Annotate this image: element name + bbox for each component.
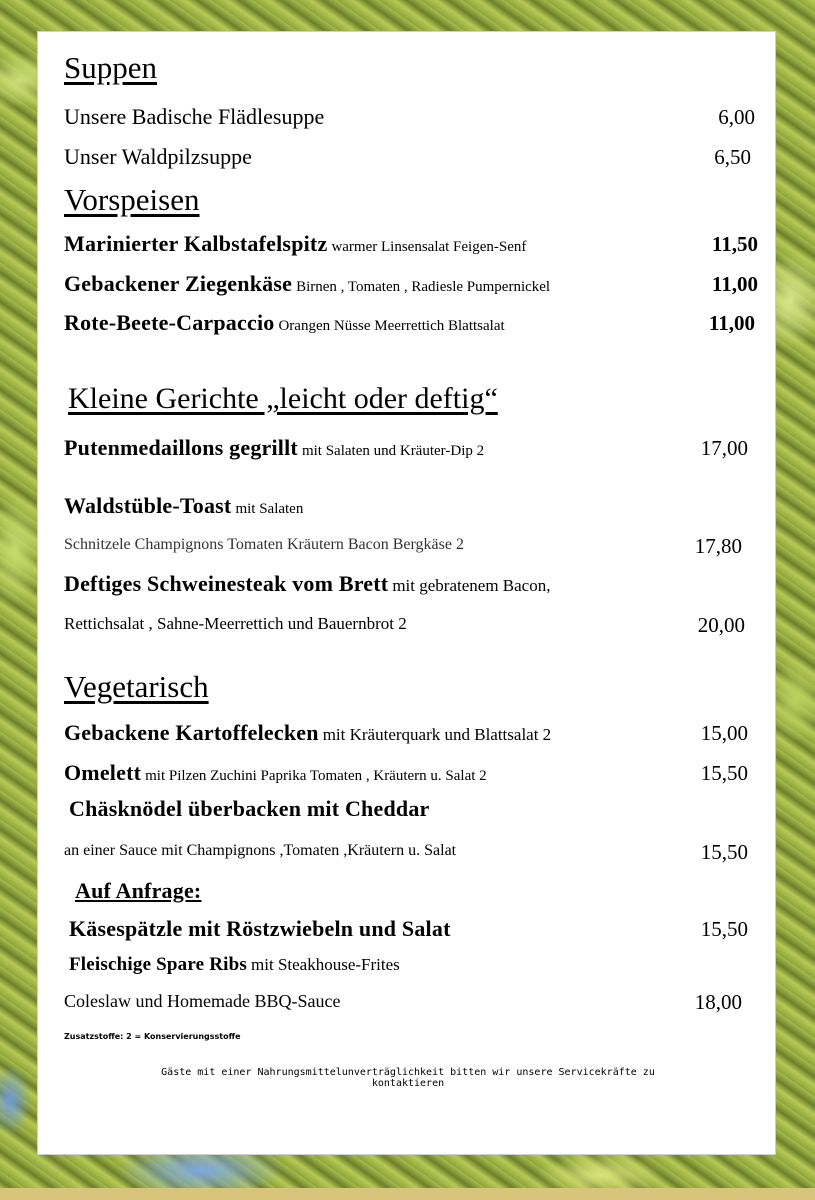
row-omelett: [64, 760, 487, 786]
item-spare-ribs: Fleischige Spare Ribs: [69, 954, 248, 975]
price-flaedlesuppe: 6,00: [718, 105, 755, 129]
row-kartoffelecken: [64, 720, 551, 746]
item-omelett: Omelett: [64, 760, 142, 785]
item-ziegenkaese: Gebackener Ziegenkäse: [64, 271, 293, 296]
desc-waldstueble-toast: mit Salaten: [235, 501, 304, 517]
item-waldpilzsuppe: Unser Waldpilzsuppe: [64, 144, 252, 169]
desc2-waldstueble-toast: Schnitzele Champignons Tomaten Kräutern Bacon Bergkäse 2: [64, 536, 464, 553]
menu-card: [37, 31, 776, 1155]
desc-putenmedaillons: mit Salaten und Kräuter-Dip 2: [301, 443, 485, 459]
row-kalbstafelspitz: [64, 231, 526, 257]
item-kalbstafelspitz: Marinierter Kalbstafelspitz: [64, 231, 328, 256]
item-putenmedaillons: Putenmedaillons gegrillt: [64, 435, 298, 460]
price-chaesknoedel: 15,50: [700, 840, 748, 864]
item-schweinesteak: Deftiges Schweinesteak vom Brett: [64, 571, 389, 596]
desc-ziegenkaese: Birnen , Tomaten , Radiesle Pumpernickel: [296, 279, 551, 295]
section-heading-vegetarisch: Vegetarisch: [64, 669, 209, 704]
row-carpaccio: [64, 310, 505, 336]
row-putenmedaillons: [64, 435, 484, 461]
item-kartoffelecken: Gebackene Kartoffelecken: [64, 720, 319, 745]
price-waldpilzsuppe: 6,50: [714, 145, 751, 169]
desc-omelett: mit Pilzen Zuchini Paprika Tomaten , Kräutern u. Salat 2: [145, 768, 487, 784]
price-omelett: 15,50: [700, 761, 748, 785]
item-waldstueble-toast: Waldstüble-Toast: [64, 493, 232, 518]
item-carpaccio: Rote-Beete-Carpaccio: [64, 310, 275, 335]
section-heading-vorspeisen: Vorspeisen: [64, 182, 200, 217]
section-heading-kleine-gerichte: Kleine Gerichte „leicht oder deftig“: [68, 382, 498, 415]
desc2-schweinesteak: Rettichsalat , Sahne-Meerrettich und Bauernbrot 2: [64, 614, 407, 633]
bottom-bar: [0, 1188, 815, 1200]
row-spare-ribs: [69, 954, 400, 976]
price-carpaccio: 11,00: [708, 311, 755, 335]
additives-note: Zusatzstoffe: 2 = Konservierungsstoffe: [64, 1032, 241, 1041]
price-kaesespaetzle: 15,50: [700, 917, 748, 941]
desc2-spare-ribs: Coleslaw und Homemade BBQ-Sauce: [64, 991, 341, 1011]
desc-kartoffelecken: mit Kräuterquark und Blattsalat 2: [322, 725, 552, 744]
row-waldstueble-toast: [64, 493, 303, 519]
price-kartoffelecken: 15,00: [700, 721, 748, 745]
desc-carpaccio: Orangen Nüsse Meerrettich Blattsalat: [278, 318, 505, 334]
price-waldstueble-toast: 17,80: [694, 534, 742, 558]
row-schweinesteak: [64, 571, 550, 597]
desc-spare-ribs: mit Steakhouse-Frites: [251, 955, 400, 974]
desc-kalbstafelspitz: warmer Linsensalat Feigen-Senf: [331, 239, 527, 255]
item-kaesespaetzle: Käsespätzle mit Röstzwiebeln und Salat: [69, 916, 451, 941]
price-spare-ribs: 18,00: [694, 990, 742, 1014]
desc-chaesknoedel: an einer Sauce mit Champignons ,Tomaten ,Kräutern u. Salat: [64, 842, 457, 859]
desc-schweinesteak: mit gebratenem Bacon,: [392, 576, 551, 595]
price-putenmedaillons: 17,00: [700, 436, 748, 460]
allergy-note: [78, 1067, 738, 1089]
item-chaesknoedel: Chäsknödel überbacken mit Cheddar: [69, 796, 430, 821]
item-flaedlesuppe: Unsere Badische Flädlesuppe: [64, 104, 325, 129]
allergy-note-line1: Gäste mit einer Nahrungsmittelunverträglichkeit bitten wir unsere Servicekräfte zu: [161, 1067, 655, 1078]
allergy-note-line2: kontaktieren: [371, 1078, 445, 1089]
section-heading-suppen: Suppen: [64, 50, 157, 85]
row-ziegenkaese: [64, 271, 550, 297]
price-ziegenkaese: 11,00: [711, 272, 758, 296]
section-heading-auf-anfrage: Auf Anfrage:: [75, 878, 202, 903]
price-kalbstafelspitz: 11,50: [711, 232, 758, 256]
price-schweinesteak: 20,00: [697, 613, 745, 637]
